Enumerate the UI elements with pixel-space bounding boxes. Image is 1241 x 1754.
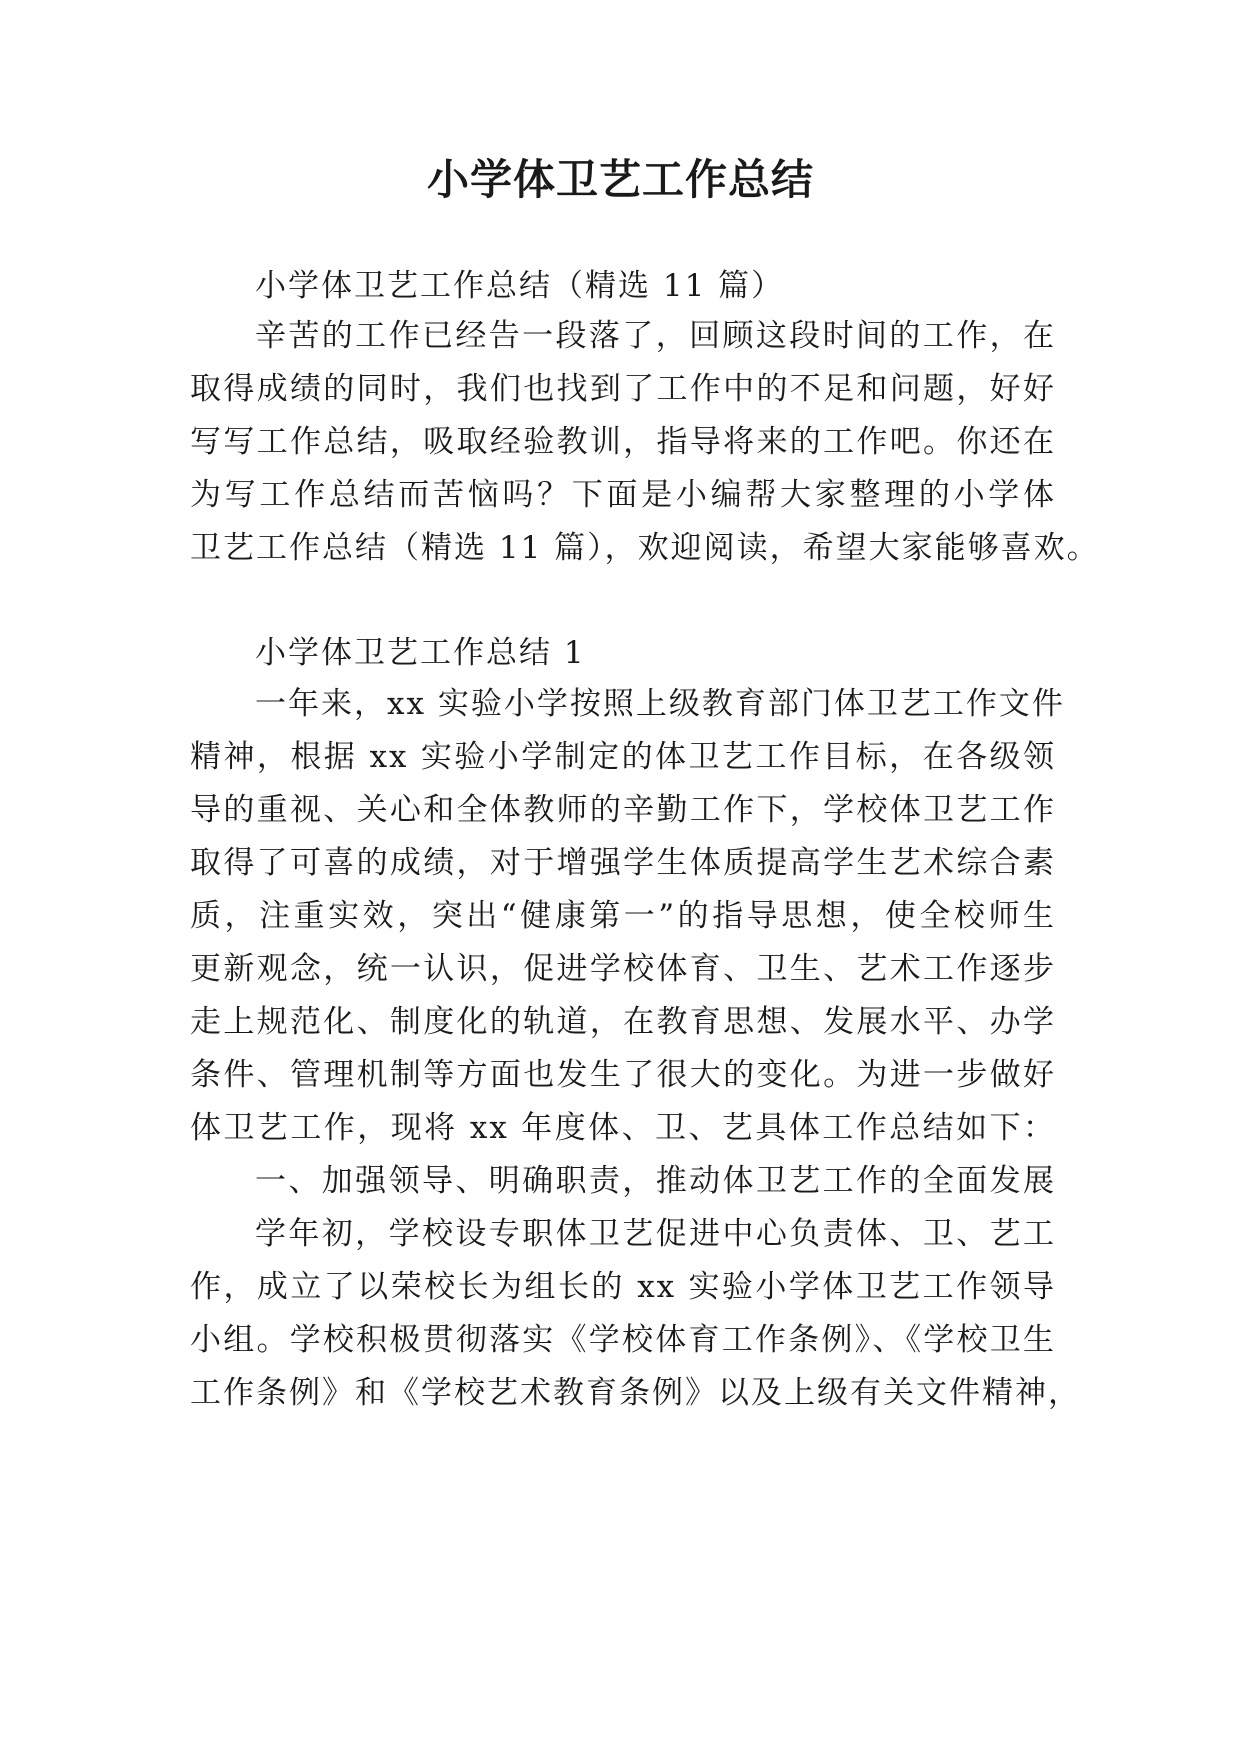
document-subtitle: 小学体卫艺工作总结（精选 11 篇） bbox=[255, 268, 785, 304]
paragraph-line: 小组。学校积极贯彻落实《学校体育工作条例》、《学校卫生 bbox=[190, 1322, 1056, 1358]
intro-line: 写写工作总结，吸取经验教训，指导将来的工作吧。你还在 bbox=[190, 424, 1056, 460]
body-line: 导的重视、关心和全体教师的辛勤工作下，学校体卫艺工作 bbox=[190, 792, 1056, 828]
subheading: 一、加强领导、明确职责，推动体卫艺工作的全面发展 bbox=[255, 1163, 1056, 1199]
intro-line: 取得成绩的同时，我们也找到了工作中的不足和问题，好好 bbox=[190, 371, 1056, 407]
paragraph-line: 工作条例》和《学校艺术教育条例》以及上级有关文件精神， bbox=[190, 1375, 1081, 1411]
paragraph-line: 作，成立了以荣校长为组长的 xx 实验小学体卫艺工作领导 bbox=[190, 1269, 1056, 1305]
document-title: 小学体卫艺工作总结 bbox=[426, 155, 814, 204]
intro-line: 辛苦的工作已经告一段落了，回顾这段时间的工作，在 bbox=[255, 318, 1056, 354]
section-heading: 小学体卫艺工作总结 1 bbox=[255, 635, 586, 671]
body-line: 取得了可喜的成绩，对于增强学生体质提高学生艺术综合素 bbox=[190, 845, 1056, 881]
body-line: 更新观念，统一认识，促进学校体育、卫生、艺术工作逐步 bbox=[190, 951, 1056, 987]
body-line: 体卫艺工作，现将 xx 年度体、卫、艺具体工作总结如下： bbox=[190, 1110, 1056, 1146]
intro-line: 卫艺工作总结（精选 11 篇），欢迎阅读，希望大家能够喜欢。 bbox=[190, 530, 1100, 566]
intro-line: 为写工作总结而苦恼吗？下面是小编帮大家整理的小学体 bbox=[190, 477, 1056, 513]
body-line: 一年来，xx 实验小学按照上级教育部门体卫艺工作文件 bbox=[255, 686, 1065, 722]
body-line: 条件、管理机制等方面也发生了很大的变化。为进一步做好 bbox=[190, 1057, 1056, 1093]
paragraph-line: 学年初，学校设专职体卫艺促进中心负责体、卫、艺工 bbox=[255, 1216, 1056, 1252]
body-line: 质，注重实效，突出“健康第一”的指导思想，使全校师生 bbox=[190, 898, 1056, 934]
body-line: 走上规范化、制度化的轨道，在教育思想、发展水平、办学 bbox=[190, 1004, 1056, 1040]
body-line: 精神，根据 xx 实验小学制定的体卫艺工作目标，在各级领 bbox=[190, 739, 1056, 775]
